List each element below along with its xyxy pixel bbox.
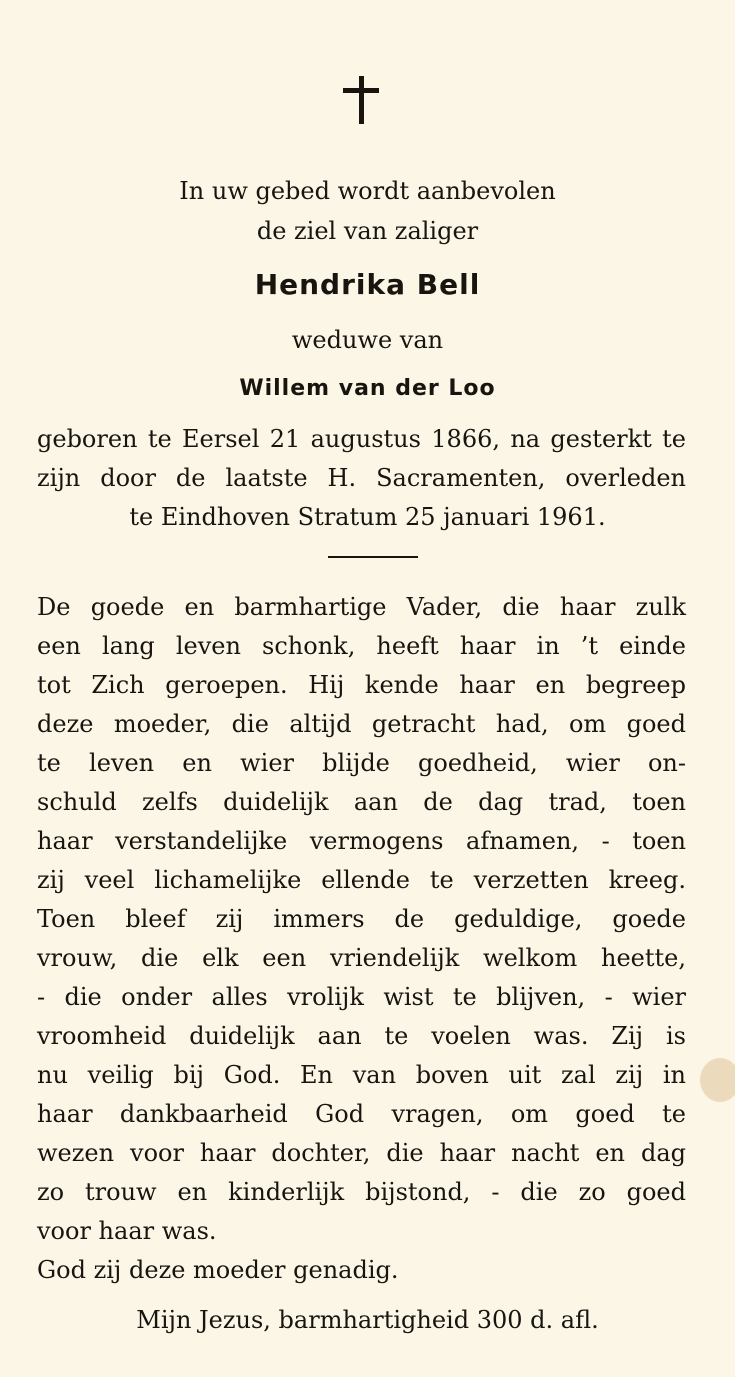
indulgence-prayer: Mijn Jezus, barmhartigheid 300 d. afl. <box>136 1306 599 1334</box>
body-line: Toen bleef zij immers de geduldige, goede <box>37 905 686 933</box>
body-line: een lang leven schonk, heeft haar in ’t einde <box>37 632 686 660</box>
body-line: te leven en wier blijde goedheid, wier on- <box>37 749 686 777</box>
deceased-name: Hendrika Bell <box>254 268 481 301</box>
divider-line <box>328 556 418 558</box>
body-line: haar dankbaarheid God vragen, om goed te <box>37 1100 686 1128</box>
closing-prayer: God zij deze moeder genadig. <box>37 1256 399 1284</box>
intro-line-1: In uw gebed wordt aanbevolen <box>179 177 556 205</box>
body-line: vroomheid duidelijk aan te voelen was. Zij is <box>37 1022 686 1050</box>
intro-line-2: de ziel van zaliger <box>256 217 479 245</box>
spouse-name: Willem van der Loo <box>239 376 496 401</box>
birth-death-line-1: geboren te Eersel 21 augustus 1866, na gesterkt te <box>37 425 686 453</box>
body-line: De goede en barmhartige Vader, die haar zulk <box>37 593 686 621</box>
body-line: tot Zich geroepen. Hij kende haar en begreep <box>37 671 686 699</box>
body-line: nu veilig bij God. En van boven uit zal zij in <box>37 1061 686 1089</box>
body-line: - die onder alles vrolijk wist te blijven, - wier <box>37 983 686 1011</box>
birth-death-line-3: te Eindhoven Stratum 25 januari 1961. <box>129 503 606 531</box>
body-line: zo trouw en kinderlijk bijstond, - die zo goed <box>37 1178 686 1206</box>
cross-icon <box>343 76 379 124</box>
body-line: deze moeder, die altijd getracht had, om goed <box>37 710 686 738</box>
body-line: vrouw, die elk een vriendelijk welkom heette, <box>37 944 686 972</box>
birth-death-line-2: zijn door de laatste H. Sacramenten, overleden <box>37 464 686 492</box>
body-line: schuld zelfs duidelijk aan de dag trad, toen <box>37 788 686 816</box>
body-line: wezen voor haar dochter, die haar nacht en dag <box>37 1139 686 1167</box>
paper-stain <box>700 1058 735 1102</box>
relation-text: weduwe van <box>291 326 444 354</box>
body-last-line: voor haar was. <box>37 1217 217 1245</box>
body-line: haar verstandelijke vermogens afnamen, - toen <box>37 827 686 855</box>
body-line: zij veel lichamelijke ellende te verzetten kreeg. <box>37 866 686 894</box>
